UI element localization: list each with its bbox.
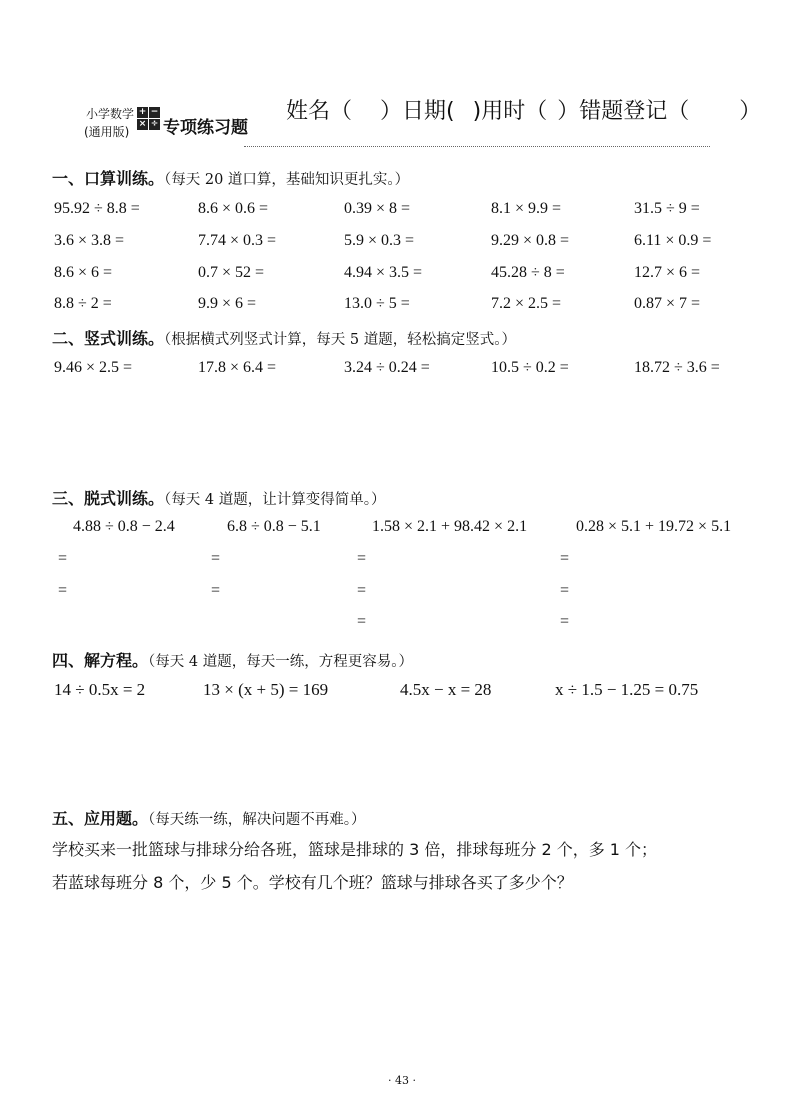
name-close: ） <box>380 99 403 124</box>
vertical-calc-problem: 9.46 × 2.5 = <box>54 359 133 376</box>
section1-heading <box>52 166 409 189</box>
minus-icon: − <box>150 107 159 117</box>
section3-heading <box>52 486 385 509</box>
step-equals: = <box>211 582 221 599</box>
step-equals: = <box>560 582 570 599</box>
oral-problem: 4.94 × 3.5 = <box>344 264 423 281</box>
oral-problem: 0.87 × 7 = <box>634 295 701 312</box>
section4-heading <box>52 648 413 671</box>
date-close: ) <box>472 99 482 124</box>
section2-title: 二、竖式训练。 <box>52 329 165 348</box>
stepwise-problem: 0.28 × 5.1 + 19.72 × 5.1 <box>576 518 732 535</box>
student-info-bar <box>286 94 761 125</box>
errors-label: 错题登记（ <box>579 99 690 124</box>
vertical-calc-problem: 10.5 ÷ 0.2 = <box>491 359 569 376</box>
oral-problem: 3.6 × 3.8 = <box>54 232 125 249</box>
plus-icon: + <box>138 107 147 117</box>
oral-problem: 7.2 × 2.5 = <box>491 295 562 312</box>
step-equals: = <box>58 582 68 599</box>
section1-title: 一、口算训练。 <box>52 169 165 188</box>
stepwise-problem: 4.88 ÷ 0.8 − 2.4 <box>73 518 175 535</box>
vertical-calc-problem: 3.24 ÷ 0.24 = <box>344 359 430 376</box>
oral-problem: 9.29 × 0.8 = <box>491 232 570 249</box>
section4-note: （每天 4 道题，每天一练，方程更容易。） <box>148 654 413 670</box>
section4-title: 四、解方程。 <box>52 651 149 670</box>
oral-problem: 5.9 × 0.3 = <box>344 232 415 249</box>
divide-icon: ÷ <box>150 119 159 129</box>
oral-problem: 8.6 × 6 = <box>54 264 113 281</box>
section1-note: （每天 20 道口算，基础知识更扎实。） <box>164 172 410 188</box>
multiply-icon: × <box>138 119 147 129</box>
header-divider <box>244 146 710 147</box>
section2-note: （根据横式列竖式计算，每天 5 道题，轻松搞定竖式。） <box>164 332 516 348</box>
time-close: ） <box>557 99 580 124</box>
name-label: 姓名（ <box>286 99 353 124</box>
section3-note: （每天 4 道题，让计算变得简单。） <box>164 492 386 508</box>
page-number: · 43 · <box>388 1074 416 1087</box>
word-problem-line1: 学校买来一批篮球与排球分给各班，篮球是排球的 3 倍，排球每班分 2 个，多 1 个； <box>52 840 658 859</box>
oral-problem: 95.92 ÷ 8.8 = <box>54 200 140 217</box>
equation-problem: 4.5x − x = 28 <box>400 680 492 699</box>
equation-problem: 14 ÷ 0.5x = 2 <box>54 680 146 699</box>
oral-problem: 45.28 ÷ 8 = <box>491 264 565 281</box>
section5-title: 五、应用题。 <box>52 809 149 828</box>
stepwise-problem: 6.8 ÷ 0.8 − 5.1 <box>227 518 321 535</box>
step-equals: = <box>357 582 367 599</box>
equation-problem: x ÷ 1.5 − 1.25 = 0.75 <box>555 680 699 699</box>
step-equals: = <box>357 550 367 567</box>
word-problem-line2: 若蓝球每班分 8 个，少 5 个。学校有几个班？篮球与排球各买了多少个？ <box>52 873 573 892</box>
section3-title: 三、脱式训练。 <box>52 489 165 508</box>
date-label: 日期( <box>402 99 455 124</box>
section5-note: （每天练一练，解决问题不再难。） <box>148 812 366 828</box>
oral-problem: 0.7 × 52 = <box>198 264 265 281</box>
vertical-calc-problem: 17.8 × 6.4 = <box>198 359 277 376</box>
oral-problem: 12.7 × 6 = <box>634 264 701 281</box>
oral-problem: 8.1 × 9.9 = <box>491 200 562 217</box>
logo-edition: (通用版) <box>84 125 130 139</box>
logo-title: 专项练习题 <box>163 118 248 138</box>
oral-problem: 9.9 × 6 = <box>198 295 257 312</box>
section2-heading <box>52 326 516 349</box>
equation-problem: 13 × (x + 5) = 169 <box>203 680 329 699</box>
step-equals: = <box>560 550 570 567</box>
oral-problem: 6.11 × 0.9 = <box>634 232 712 249</box>
step-equals: = <box>211 550 221 567</box>
errors-close: ） <box>739 99 762 124</box>
vertical-calc-problem: 18.72 ÷ 3.6 = <box>634 359 720 376</box>
time-label: 用时（ <box>481 99 548 124</box>
logo-subject: 小学数学 <box>86 107 135 121</box>
section5-heading <box>52 806 366 829</box>
oral-problem: 13.0 ÷ 5 = <box>344 295 410 312</box>
oral-problem: 0.39 × 8 = <box>344 200 411 217</box>
step-equals: = <box>560 613 570 630</box>
step-equals: = <box>357 613 367 630</box>
oral-problem: 8.6 × 0.6 = <box>198 200 269 217</box>
oral-problem: 8.8 ÷ 2 = <box>54 295 112 312</box>
step-equals: = <box>58 550 68 567</box>
oral-problem: 7.74 × 0.3 = <box>198 232 277 249</box>
stepwise-problem: 1.58 × 2.1 + 98.42 × 2.1 <box>372 518 528 535</box>
oral-problem: 31.5 ÷ 9 = <box>634 200 700 217</box>
